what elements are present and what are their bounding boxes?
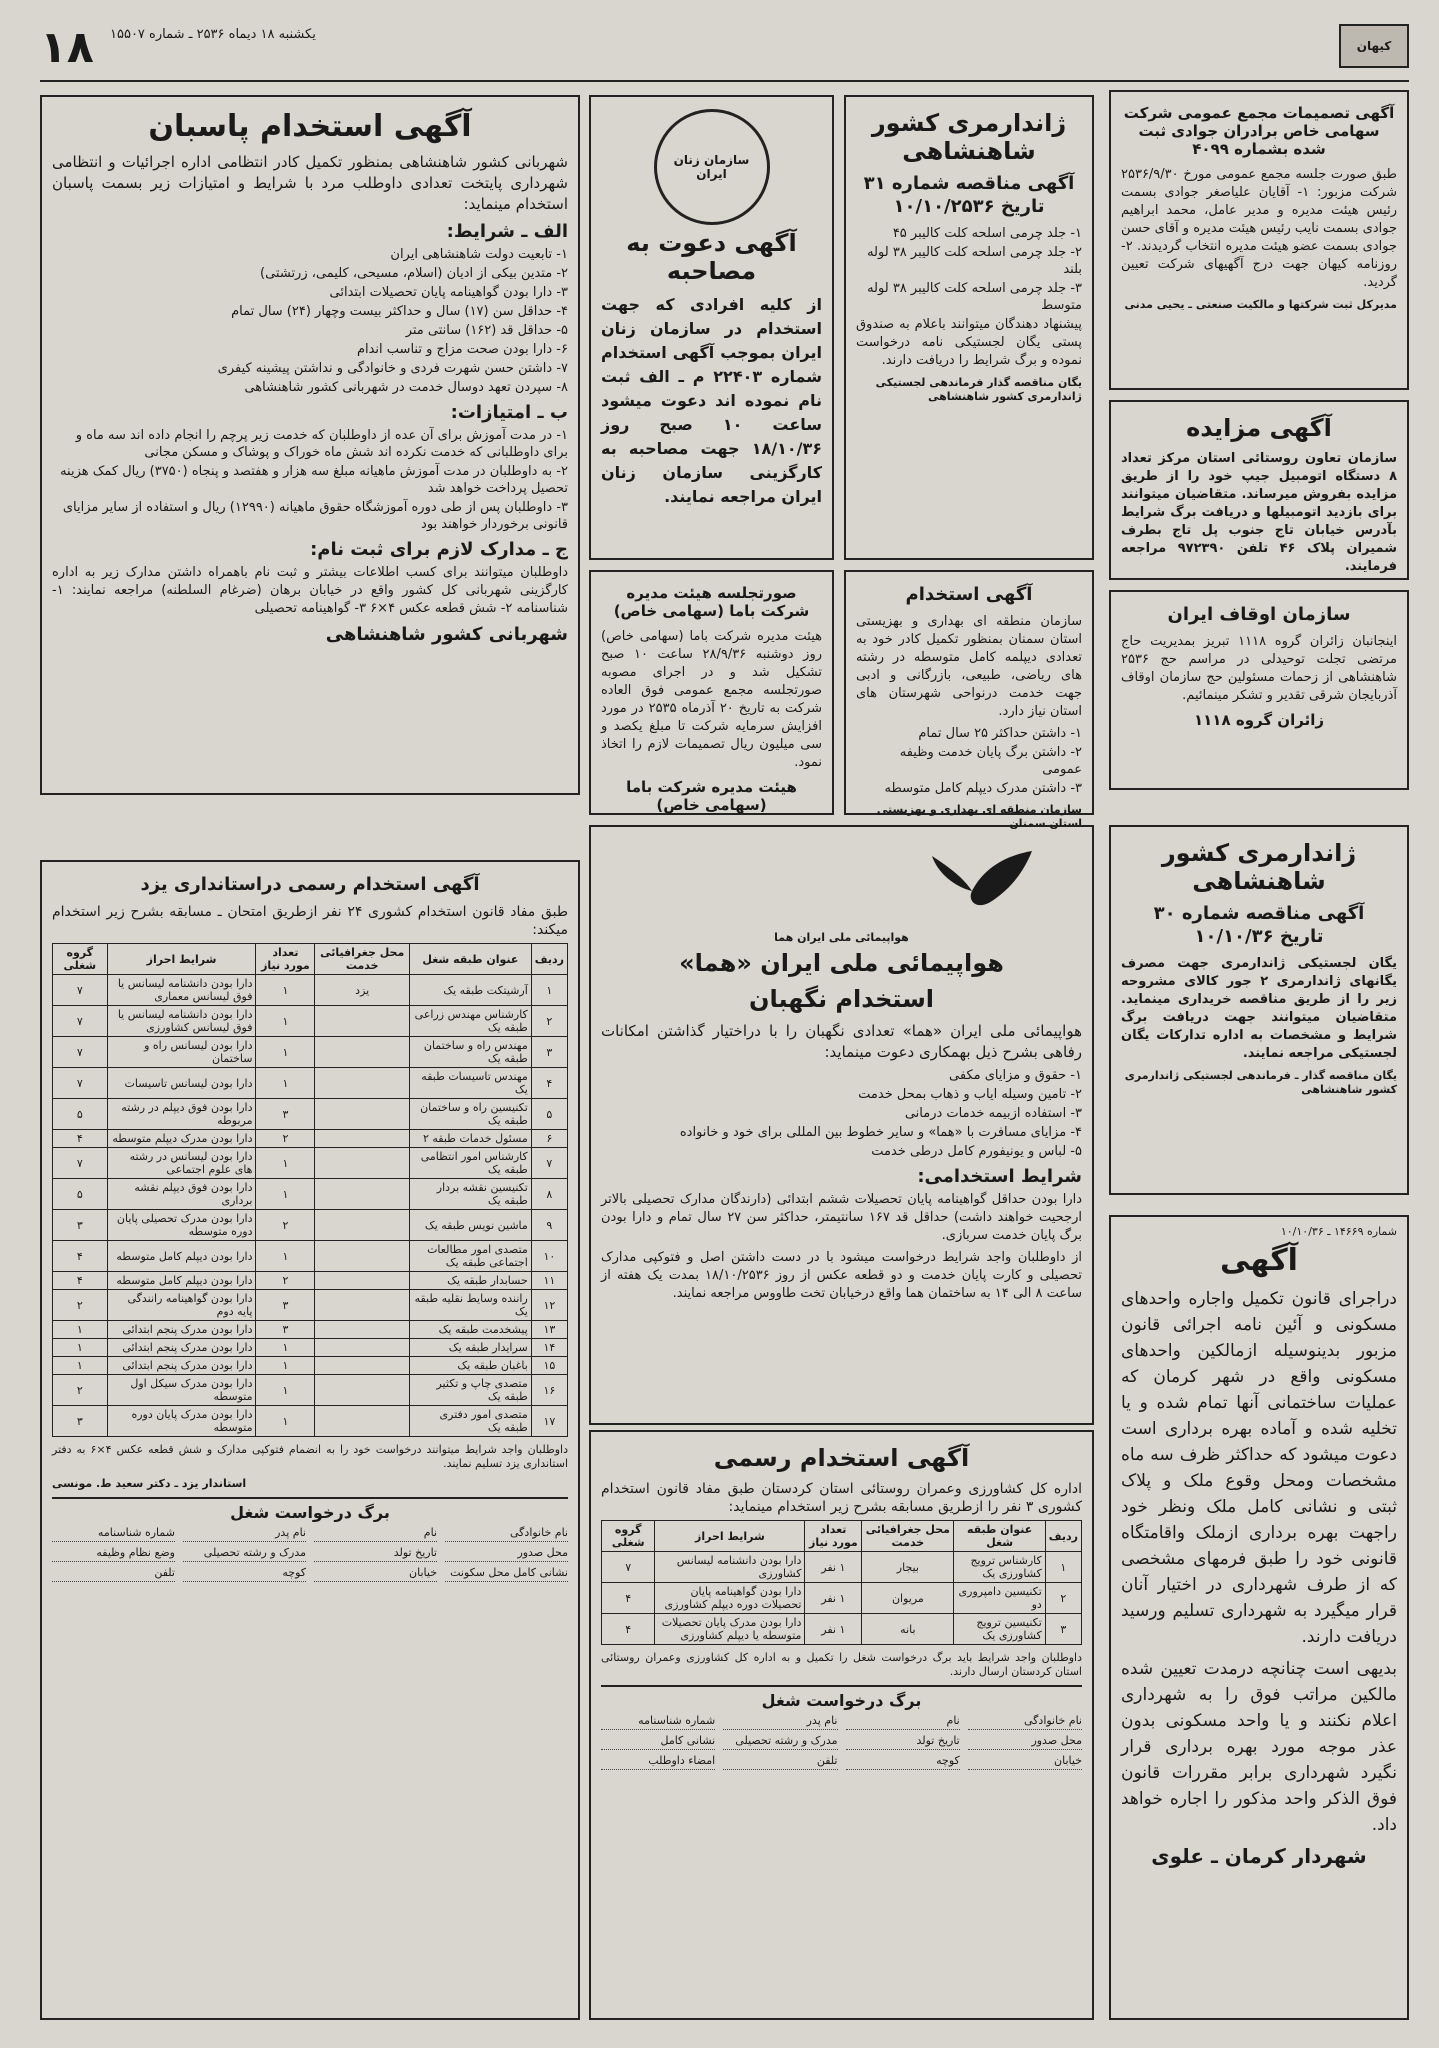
table-cell: ۱ — [256, 1148, 315, 1179]
table-cell — [315, 1037, 410, 1068]
form-field: نام پدر — [183, 1526, 306, 1542]
table-cell: پیشخدمت طبقه یک — [410, 1321, 532, 1339]
table-cell: دارا بودن مدرک تحصیلی پایان دوره متوسطه — [107, 1210, 256, 1241]
table-cell: ۹ — [531, 1210, 567, 1241]
table-cell: مهندس راه و ساختمان طبقه یک — [410, 1037, 532, 1068]
table-cell: دارا بودن دیپلم کامل متوسطه — [107, 1241, 256, 1272]
table-cell: دارا بودن مدرک پایان دوره متوسطه — [107, 1406, 256, 1437]
table-cell: ۸ — [531, 1179, 567, 1210]
table-cell: ۱۷ — [531, 1406, 567, 1437]
table-cell: ۳ — [256, 1099, 315, 1130]
table-cell: ۱ نفر — [805, 1583, 862, 1614]
table-cell: ۱ — [256, 1339, 315, 1357]
table-cell: کارشناس مهندس زراعی طبقه یک — [410, 1006, 532, 1037]
notice-women-org: سازمان زنان ایران آگهی دعوت به مصاحبه از کلیه افرادی که جهت استخدام در سازمان زنان ایران بموجب آگهی استخدام شماره ۲۲۴۰۳ م ـ الف ثبت نام نموده اند دعوت میشود ساعت ۱۰ صبح روز ۱۸/۱۰/۳۶ جهت مصاحبه به کارگزینی سازمان زنان ایران مراجعه نمایند. — [589, 95, 834, 560]
form-field: تلفن — [723, 1754, 837, 1770]
table-cell — [315, 1148, 410, 1179]
table-cell: ۱۳ — [531, 1321, 567, 1339]
table-cell: دارا بودن مدرک پنجم ابتدائی — [107, 1339, 256, 1357]
notice-yazd: آگهی استخدام رسمی دراستانداری یزد طبق مفاد قانون استخدام کشوری ۲۴ نفر ازطریق امتحان ـ مسابقه بشرح زیر استخدام میکند: ردیف عنوان طبقه شغل محل جغرافیائی خدمت تعداد مورد نیاز شرایط احراز گروه شغلی ۱ آرشیتکت طبقه یک یزد ۱ دارا بودن دانشنامه لیسانس یا فوق لیسانس معماری ۷ ۲ کارشناس مهندس زراعی طبقه یک ۱ دارا بودن دانشنامه لیسانس یا فوق لیسانس کشاورزی ۷ ۳ مهندس راه و ساختمان طبقه یک ۱ دارا بودن لیسانس راه و ساختمان ۷ ۴ مهندس تاسیسات طبقه یک ۱ دارا بودن لیسانس تاسیسات ۷ ۵ تکنیسین راه و ساختمان طبقه یک ۳ دارا بودن فوق دیپلم در رشته مربوطه ۵ ۶ مسئول خدمات طبقه ۲ ۲ دارا بودن مدرک دیپلم متوسطه ۴ ۷ کارشناس امور انتظامی طبقه یک ۱ دارا بودن لیسانس در رشته های علوم اجتماعی ۷ ۸ تکنیسین نقشه بردار طبقه یک ۱ دارا بودن فوق دیپلم نقشه برداری ۵ ۹ ماشین نویس طبقه یک ۲ دارا بودن مدرک تحصیلی پایان دوره متوسطه ۳ ۱۰ متصدی امور مطالعات اجتماعی طبقه یک ۱ دارا بودن دیپلم کامل متوسطه ۴ ۱۱ حسابدار طبقه یک ۲ دارا بودن دیپلم کامل متوسطه ۴ ۱۲ راننده وسایط نقلیه طبقه یک ۳ دارا بودن گواهینامه رانندگی پایه دوم ۲ ۱۳ پیشخدمت طبقه یک ۳ دارا بودن مدرک پنجم ابتدائی ۱ ۱۴ سرایدار طبقه یک ۱ دارا بودن مدرک پنجم ابتدائی ۱ ۱۵ باغبان طبقه یک ۱ دارا بودن مدرک پنجم ابتدائی ۱ ۱۶ متصدی چاپ و تکثیر طبقه یک ۱ دارا بودن مدرک سیکل اول متوسطه ۲ ۱۷ متصدی امور دفتری طبقه یک ۱ دارا بودن مدرک پایان دوره متوسطه ۳ داوطلبان واجد شرایط میتوانند درخواست خود را به انضمام فتوکپی مدارک و شش قطعه عکس ۴×۶ به دفتر استانداری یزد تسلیم نمایند. استاندار یزد ـ دکتر سعید ط. مونسی برگ درخواست شغل نام خانوادگی نام نام پدر شماره شناسنامه محل صدور تاریخ تولد مدرک و رشته تحصیلی وضع نظام وظیفه نشانی کامل محل سکونت خیابان کوچه تلفن — [40, 860, 580, 2020]
notice-auction: آگهی مزایده سازمان تعاون روستائی استان مرکز تعداد ۸ دستگاه اتومبیل جیپ خود را از طریق مزایده بفروش میرساند. متقاضیان میتوانند برای بازدید اتومبیلها و دریافت برگ شرایط بآدرس خیابان تاج جنوب پل تاج بطرف شمیران پلاک ۴۶ تلفن ۹۷۲۳۹۰ مراجعه فرمایند. — [1109, 400, 1409, 580]
table-row — [602, 1552, 1082, 1583]
newspaper-logo: کیهان — [1339, 24, 1409, 68]
table-row — [53, 1179, 568, 1210]
yazd-application-form: برگ درخواست شغل نام خانوادگی نام نام پدر شماره شناسنامه محل صدور تاریخ تولد مدرک و رشته تحصیلی وضع نظام وظیفه نشانی کامل محل سکونت خیابان کوچه تلفن — [52, 1497, 568, 1582]
table-cell: آرشیتکت طبقه یک — [410, 975, 532, 1006]
table-cell: ماشین نویس طبقه یک — [410, 1210, 532, 1241]
table-cell: تکنیسین ترویج کشاورزی یک — [954, 1614, 1045, 1645]
table-cell: کارشناس امور انتظامی طبقه یک — [410, 1148, 532, 1179]
table-row — [53, 1272, 568, 1290]
table-cell — [315, 1272, 410, 1290]
table-cell: ۴ — [53, 1272, 108, 1290]
table-row — [53, 1241, 568, 1272]
table-cell: ۷ — [53, 1037, 108, 1068]
form-field: نام — [846, 1714, 960, 1730]
table-row — [53, 1357, 568, 1375]
table-cell: ۱ — [53, 1339, 108, 1357]
table-cell: ۳ — [256, 1321, 315, 1339]
table-cell: ۳ — [1045, 1614, 1081, 1645]
table-cell: ۲ — [53, 1290, 108, 1321]
tender-items: ۱- جلد چرمی اسلحه کلت کالیبر ۴۵ ۲- جلد چرمی اسلحه کلت کالیبر ۳۸ لوله بلند ۳- جلد چرمی اسلحه کلت کالیبر ۳۸ لوله متوسط — [867, 226, 1082, 313]
table-cell — [315, 1321, 410, 1339]
form-field: محل صدور — [968, 1734, 1082, 1750]
table-cell: ۷ — [53, 1068, 108, 1099]
table-cell — [315, 1406, 410, 1437]
homa-bird-logo-icon — [882, 841, 1082, 921]
notice-bama: صورتجلسه هیئت مدیره شرکت باما (سهامی خاص) هیئت مدیره شرکت باما (سهامی خاص) روز دوشنبه ۲۸/۹/۳۶ ساعت ۱۰ صبح تشکیل شد و در اجرای مصوبه صورتجلسه مجمع عمومی فوق العاده شرکت به تاریخ ۲۰ آذرماه ۲۵۳۵ در مورد افزایش سرمایه شرکت تا مبلغ یکصد و سی میلیون ریال تصمیمات لازم را اتخاذ نمود. هیئت مدیره شرکت باما (سهامی خاص) — [589, 570, 834, 815]
table-row — [53, 1290, 568, 1321]
notice-endowment: سازمان اوقاف ایران اینجانبان زائران گروه ۱۱۱۸ تبریز بمدیریت حاج مرتضی تجلت توحیدلی در مراسم حج ۲۵۳۶ شاهنشاهی از زحمات مسئولین حج سازمان اوقاف آذربایجان شرقی تقدیر و تشکر مینمائیم. زائران گروه ۱۱۱۸ — [1109, 590, 1409, 790]
table-cell: ۱ — [1045, 1552, 1081, 1583]
table-cell: دارا بودن مدرک دیپلم متوسطه — [107, 1130, 256, 1148]
table-cell: بانه — [862, 1614, 954, 1645]
notice-gendarmerie-31: ژاندارمری کشور شاهنشاهی آگهی مناقصه شماره ۳۱ تاریخ ۱۰/۱۰/۲۵۳۶ ۱- جلد چرمی اسلحه کلت کالیبر ۴۵ ۲- جلد چرمی اسلحه کلت کالیبر ۳۸ لوله بلند ۳- جلد چرمی اسلحه کلت کالیبر ۳۸ لوله متوسط پیشنهاد دهندگان میتوانند باعلام به صندوق پستی یگان لجستیکی نامه درخواست نموده و برگ شرایط را دریافت دارند. یگان مناقصه گذار فرماندهی لجستیکی ژاندارمری کشور شاهنشاهی — [844, 95, 1094, 560]
table-cell: ۷ — [53, 975, 108, 1006]
table-cell: ۱ — [256, 1406, 315, 1437]
table-row — [53, 1321, 568, 1339]
table-cell: دارا بودن مدرک سیکل اول متوسطه — [107, 1375, 256, 1406]
table-cell — [315, 1375, 410, 1406]
table-cell: تکنیسین دامپروری دو — [954, 1583, 1045, 1614]
table-cell: ۷ — [53, 1148, 108, 1179]
table-cell: ۱۲ — [531, 1290, 567, 1321]
table-cell: ۴ — [53, 1241, 108, 1272]
form-field: محل صدور — [445, 1546, 568, 1562]
table-cell: ۷ — [53, 1006, 108, 1037]
table-cell: دارا بودن فوق دیپلم در رشته مربوطه — [107, 1099, 256, 1130]
form-field: شماره شناسنامه — [601, 1714, 715, 1730]
table-row — [602, 1583, 1082, 1614]
table-cell: ۱ — [256, 1179, 315, 1210]
kurdistan-application-form: برگ درخواست شغل نام خانوادگی نام نام پدر شماره شناسنامه محل صدور تاریخ تولد مدرک و رشته تحصیلی نشانی کامل خیابان کوچه تلفن امضاء داوطلب — [601, 1685, 1082, 1770]
table-cell: ۷ — [531, 1148, 567, 1179]
table-cell: ۱ نفر — [805, 1614, 862, 1645]
table-cell: ۱۶ — [531, 1375, 567, 1406]
table-cell — [315, 1241, 410, 1272]
table-row — [53, 1006, 568, 1037]
table-cell: مریوان — [862, 1583, 954, 1614]
table-cell: ۲ — [53, 1375, 108, 1406]
table-row — [53, 975, 568, 1006]
notice-gendarmerie-30: ژاندارمری کشور شاهنشاهی آگهی مناقصه شماره ۳۰ تاریخ ۱۰/۱۰/۳۶ یگان لجستیکی ژاندارمری جهت مصرف یگانهای ژاندارمری ۲ جور کالای مشروحه زیر را از طریق مناقصه خریداری مینماید. متقاضیان میتوانند جهت دریافت برگ شرایط و مشخصات به اداره تدارکات یگان لجستیکی مراجعه نمایند. یگان مناقصه گذار ـ فرماندهی لجستیکی ژاندارمری کشور شاهنشاهی — [1109, 825, 1409, 1195]
page-number: ۱۸ — [40, 22, 94, 73]
form-field: نام خانوادگی — [968, 1714, 1082, 1730]
table-cell — [315, 1006, 410, 1037]
table-cell: ۱۵ — [531, 1357, 567, 1375]
table-cell: ۳ — [53, 1406, 108, 1437]
table-cell: دارا بودن گواهینامه پایان تحصیلات دوره دیپلم کشاورزی — [655, 1583, 805, 1614]
form-field: نشانی کامل محل سکونت — [445, 1566, 568, 1582]
table-cell: دارا بودن گواهینامه رانندگی پایه دوم — [107, 1290, 256, 1321]
table-cell: ۳ — [53, 1210, 108, 1241]
table-cell: دارا بودن لیسانس تاسیسات — [107, 1068, 256, 1099]
table-cell: ۵ — [53, 1179, 108, 1210]
table-cell: دارا بودن دانشنامه لیسانس یا فوق لیسانس کشاورزی — [107, 1006, 256, 1037]
table-cell: ۴ — [53, 1130, 108, 1148]
form-field: تاریخ تولد — [846, 1734, 960, 1750]
form-field: خیابان — [314, 1566, 437, 1582]
table-cell: ۲ — [256, 1130, 315, 1148]
table-row — [53, 1406, 568, 1437]
table-cell: راننده وسایط نقلیه طبقه یک — [410, 1290, 532, 1321]
table-cell — [315, 1357, 410, 1375]
notice-homa: هواپیمائی ملی ایران هما هواپیمائی ملی ایران «هما» استخدام نگهبان هواپیمائی ملی ایران «هما» تعدادی نگهبان را با دراختیار گذاشتن امکانات رفاهی بشرح ذیل بهمکاری دعوت مینماید: ۱- حقوق و مزایای مکفی ۲- تامین وسیله ایاب و ذهاب بمحل خدمت ۳- استفاده ازبیمه خدمات درمانی ۴- مزایای مسافرت با «هما» و سایر خطوط بین المللی برای خود و خانواده ۵- لباس و یونیفورم کامل درطی خدمت شرایط استخدامی: دارا بودن حداقل گواهینامه پایان تحصیلات ششم ابتدائی (دارندگان مدارک تحصیلی بالاتر ارجحیت خواهند داشت) حداقل قد ۱۶۷ سانتیمتر، حداکثر سن ۲۷ سال تمام و دارا بودن برگ پایان خدمت سربازی. از داوطلبان واجد شرایط درخواست میشود با در دست داشتن اصل و فتوکپی مدارک تحصیلی و کارت پایان خدمت و دو قطعه عکس از روز ۱۸/۱۰/۲۵۳۶ بمدت یک هفته از ساعت ۸ الی ۱۴ به ساختمان هما واقع درخیابان تخت طاووس مراجعه نمایند. — [589, 825, 1094, 1425]
table-cell: مهندس تاسیسات طبقه یک — [410, 1068, 532, 1099]
table-cell: متصدی امور مطالعات اجتماعی طبقه یک — [410, 1241, 532, 1272]
table-cell: ۲ — [531, 1006, 567, 1037]
form-field: تلفن — [52, 1566, 175, 1582]
table-cell: ۲ — [1045, 1583, 1081, 1614]
table-cell: ۱۰ — [531, 1241, 567, 1272]
form-field: خیابان — [968, 1754, 1082, 1770]
table-cell: مسئول خدمات طبقه ۲ — [410, 1130, 532, 1148]
table-cell: ۶ — [531, 1130, 567, 1148]
form-field: نام خانوادگی — [445, 1526, 568, 1542]
form-field: نام پدر — [723, 1714, 837, 1730]
table-cell: دارا بودن دیپلم کامل متوسطه — [107, 1272, 256, 1290]
table-cell: ۴ — [602, 1614, 655, 1645]
table-cell: ۳ — [531, 1037, 567, 1068]
table-cell: کارشناس ترویج کشاورزی یک — [954, 1552, 1045, 1583]
date-line: یکشنبه ۱۸ دیماه ۲۵۳۶ ـ شماره ۱۵۵۰۷ — [110, 27, 316, 42]
notice-semnan: آگهی استخدام سازمان منطقه ای بهداری و بهزیستی استان سمنان بمنظور تکمیل کادر خود به تعدادی دیپلمه کامل متوسطه در رشته های ریاضی، طبیعی، بازرگانی و ادبی جهت خدمت درنواحی شهرستان های استان نیاز دارد. ۱- داشتن حداکثر ۲۵ سال تمام ۲- داشتن برگ پایان خدمت وظیفه عمومی ۳- داشتن مدرک دیپلم کامل متوسطه سازمان منطقه ای بهداری و بهزیستی استان سمنان — [844, 570, 1094, 815]
table-cell — [315, 1210, 410, 1241]
table-cell: ۴ — [531, 1068, 567, 1099]
table-cell — [315, 1290, 410, 1321]
table-row — [53, 1210, 568, 1241]
form-field: کوچه — [846, 1754, 960, 1770]
table-cell: ۱ — [256, 975, 315, 1006]
table-cell: دارا بودن لیسانس راه و ساختمان — [107, 1037, 256, 1068]
table-cell: تکنیسین نقشه بردار طبقه یک — [410, 1179, 532, 1210]
table-cell: متصدی چاپ و تکثیر طبقه یک — [410, 1375, 532, 1406]
notice-javadi: آگهی تصمیمات مجمع عمومی شرکت سهامی خاص برادران جوادی ثبت شده بشماره ۴۰۹۹ طبق صورت جلسه مجمع عمومی مورخ ۲۵۳۶/۹/۳۰ شرکت مزبور: ۱- آقایان علیاصغر جوادی بسمت رئیس هیئت مدیره و مدیر عامل، محمد ابراهیم جوادی بسمت نایب رئیس هیئت مدیره و آقای حسن جوادی بسمت عضو هیئت مدیره انتخاب گردیدند. ۲- روزنامه کیهان جهت درج آگهیهای شرکت تعیین گردید. مدیرکل ثبت شرکتها و مالکیت صنعتی ـ یحیی مدنی — [1109, 90, 1409, 390]
table-cell: دارا بودن دانشنامه لیسانس کشاورزی — [655, 1552, 805, 1583]
table-cell: دارا بودن فوق دیپلم نقشه برداری — [107, 1179, 256, 1210]
notice-kurdistan: آگهی استخدام رسمی اداره کل کشاورزی وعمران روستائی استان کردستان طبق مفاد قانون استخدام کشوری ۳ نفر را ازطریق مسابقه بشرح زیر استخدام مینماید: ردیف عنوان طبقه شغل محل جغرافیائی خدمت تعداد مورد نیاز شرایط احراز گروه شغلی ۱ کارشناس ترویج کشاورزی یک بیجار ۱ نفر دارا بودن دانشنامه لیسانس کشاورزی ۷ ۲ تکنیسین دامپروری دو مریوان ۱ نفر دارا بودن گواهینامه پایان تحصیلات دوره دیپلم کشاورزی ۴ ۳ تکنیسین ترویج کشاورزی یک بانه ۱ نفر دارا بودن مدرک پایان تحصیلات متوسطه یا دیپلم کشاورزی ۴ داوطلبان واجد شرایط باید برگ درخواست شغل را تکمیل و به اداره کل کشاورزی وعمران روستائی استان کردستان ارسال دارند. برگ درخواست شغل نام خانوادگی نام نام پدر شماره شناسنامه محل صدور تاریخ تولد مدرک و رشته تحصیلی نشانی کامل خیابان کوچه تلفن امضاء داوطلب — [589, 1430, 1094, 2020]
form-field: امضاء داوطلب — [601, 1754, 715, 1770]
notice-kerman: شماره ۱۴۶۶۹ ـ ۱۰/۱۰/۳۶ آگهی دراجرای قانون تکمیل واجاره واحدهای مسکونی و آئین نامه اجرائی قانون مزبور بدینوسیله ازمالکین واحدهای مسکونی واقع در شهر کرمان که عملیات ساختمانی آنها تمام شده و یا تخلیه شده و آماده بهره برداری است دعوت میشود که حداکثر ظرف سه ماه مشخصات ومحل وقوع ملک و پلاک ثبتی و نشانی کامل ملک ونظر خود راجهت بهره برداری ازملک واقامتگاه قانونی خود را طبق فرمهای مشخصی که از طرف شهرداری در اختیار آنان قرار میگیرد به شهرداری تسلیم ورسید دریافت دارند. بدیهی است چنانچه درمدت تعیین شده مالکین مراتب فوق را به شهرداری اعلام نکنند و یا واحد مسکونی بدون عذر موجه مورد بهره برداری قرار نگیرد شهرداری برابر مقررات قانون فوق الذکر واحد مذکور را اجاره خواهد داد. شهردار کرمان ـ علوی — [1109, 1215, 1409, 2020]
table-cell: ۷ — [602, 1552, 655, 1583]
table-cell: ۵ — [531, 1099, 567, 1130]
form-field: مدرک و رشته تحصیلی — [183, 1546, 306, 1562]
form-field: نام — [314, 1526, 437, 1542]
table-cell: دارا بودن لیسانس در رشته های علوم اجتماعی — [107, 1148, 256, 1179]
table-cell: حسابدار طبقه یک — [410, 1272, 532, 1290]
form-field: شماره شناسنامه — [52, 1526, 175, 1542]
table-cell: ۲ — [256, 1210, 315, 1241]
table-cell — [315, 1179, 410, 1210]
table-cell: ۱ نفر — [805, 1552, 862, 1583]
table-cell — [315, 1130, 410, 1148]
table-cell: ۱ — [531, 975, 567, 1006]
table-cell: ۱ — [256, 1375, 315, 1406]
table-cell: دارا بودن مدرک پنجم ابتدائی — [107, 1321, 256, 1339]
form-field: کوچه — [183, 1566, 306, 1582]
kurdistan-jobs-table: ردیف عنوان طبقه شغل محل جغرافیائی خدمت تعداد مورد نیاز شرایط احراز گروه شغلی ۱ کارشناس ترویج کشاورزی یک بیجار ۱ نفر دارا بودن دانشنامه لیسانس کشاورزی ۷ ۲ تکنیسین دامپروری دو مریوان ۱ نفر دارا بودن گواهینامه پایان تحصیلات دوره دیپلم کشاورزی ۴ ۳ تکنیسین ترویج کشاورزی یک بانه ۱ نفر دارا بودن مدرک پایان تحصیلات متوسطه یا دیپلم کشاورزی ۴ — [601, 1520, 1082, 1645]
table-cell: دارا بودن مدرک پایان تحصیلات متوسطه یا دیپلم کشاورزی — [655, 1614, 805, 1645]
table-cell: ۴ — [602, 1583, 655, 1614]
table-cell — [315, 1068, 410, 1099]
form-field: وضع نظام وظیفه — [52, 1546, 175, 1562]
table-cell: باغبان طبقه یک — [410, 1357, 532, 1375]
table-cell: ۲ — [256, 1272, 315, 1290]
table-cell: ۱۴ — [531, 1339, 567, 1357]
table-cell: ۳ — [256, 1290, 315, 1321]
table-row — [53, 1099, 568, 1130]
table-row — [53, 1375, 568, 1406]
form-field: تاریخ تولد — [314, 1546, 437, 1562]
table-row — [53, 1130, 568, 1148]
table-cell: ۱ — [256, 1357, 315, 1375]
table-cell: ۵ — [53, 1099, 108, 1130]
table-cell: تکنیسین راه و ساختمان طبقه یک — [410, 1099, 532, 1130]
table-cell: ۱ — [53, 1321, 108, 1339]
table-cell: دارا بودن دانشنامه لیسانس یا فوق لیسانس معماری — [107, 975, 256, 1006]
page-header — [40, 20, 1409, 82]
table-cell — [315, 1339, 410, 1357]
table-cell — [315, 1099, 410, 1130]
table-row — [53, 1037, 568, 1068]
table-cell: ۱ — [256, 1037, 315, 1068]
table-row — [53, 1339, 568, 1357]
table-cell: سرایدار طبقه یک — [410, 1339, 532, 1357]
notice-guards: آگهی استخدام پاسبان شهربانی کشور شاهنشاهی بمنظور تکمیل کادر انتظامی اداره اجرائیات و انتظامی شهرداری پایتخت تعدادی داوطلب مرد با شرایط و امتیازات زیر بسمت پاسبان استخدام مینماید: الف ـ شرایط: ۱- تابعیت دولت شاهنشاهی ایران ۲- متدین بیکی از ادیان (اسلام، مسیحی، کلیمی، زرتشتی) ۳- دارا بودن گواهینامه پایان تحصیلات ابتدائی ۴- حداقل سن (۱۷) سال و حداکثر بیست وچهار (۲۴) سال تمام ۵- حداقل قد (۱۶۲) سانتی متر ۶- دارا بودن صحت مزاج و تناسب اندام ۷- داشتن حسن شهرت فردی و خانوادگی و نداشتن پیشینه کیفری ۸- سپردن تعهد دوسال خدمت در شهربانی کشور شاهنشاهی ب ـ امتیازات: ۱- در مدت آموزش برای آن عده از داوطلبان که خدمت زیر پرچم را انجام داده اند سه ماه و برای داوطلبانی که خدمت نکرده اند شش ماه خوراک و پوشاک و مسکن مجانی ۲- به داوطلبان در مدت آموزش ماهیانه مبلغ سه هزار و هفتصد و پنجاه (۳۷۵۰) ریال کمک هزینه تحصیل پرداخت خواهد شد ۳- داوطلبان پس از طی دوره آموزشگاه حقوق ماهیانه (۱۲۹۹۰) ریال و استفاده از سایر مزایای قانونی برخوردار خواهند بود ج ـ مدارک لازم برای ثبت نام: داوطلبان میتوانند برای کسب اطلاعات بیشتر و ثبت نام باهمراه داشتن مدارک زیر به اداره کارگزینی شهربانی کل کشور واقع در خیابان برهان (ضرغام السلطنه) مراجعه نمایند: ۱- شناسنامه ۲- شش قطعه عکس ۴×۶ ۳- گواهینامه تحصیلی شهربانی کشور شاهنشاهی — [40, 95, 580, 795]
yazd-jobs-table: ردیف عنوان طبقه شغل محل جغرافیائی خدمت تعداد مورد نیاز شرایط احراز گروه شغلی ۱ آرشیتکت طبقه یک یزد ۱ دارا بودن دانشنامه لیسانس یا فوق لیسانس معماری ۷ ۲ کارشناس مهندس زراعی طبقه یک ۱ دارا بودن دانشنامه لیسانس یا فوق لیسانس کشاورزی ۷ ۳ مهندس راه و ساختمان طبقه یک ۱ دارا بودن لیسانس راه و ساختمان ۷ ۴ مهندس تاسیسات طبقه یک ۱ دارا بودن لیسانس تاسیسات ۷ ۵ تکنیسین راه و ساختمان طبقه یک ۳ دارا بودن فوق دیپلم در رشته مربوطه ۵ ۶ مسئول خدمات طبقه ۲ ۲ دارا بودن مدرک دیپلم متوسطه ۴ ۷ کارشناس امور انتظامی طبقه یک ۱ دارا بودن لیسانس در رشته های علوم اجتماعی ۷ ۸ تکنیسین نقشه بردار طبقه یک ۱ دارا بودن فوق دیپلم نقشه برداری ۵ ۹ ماشین نویس طبقه یک ۲ دارا بودن مدرک تحصیلی پایان دوره متوسطه ۳ ۱۰ متصدی امور مطالعات اجتماعی طبقه یک ۱ دارا بودن دیپلم کامل متوسطه ۴ ۱۱ حسابدار طبقه یک ۲ دارا بودن دیپلم کامل متوسطه ۴ ۱۲ راننده وسایط نقلیه طبقه یک ۳ دارا بودن گواهینامه رانندگی پایه دوم ۲ ۱۳ پیشخدمت طبقه یک ۳ دارا بودن مدرک پنجم ابتدائی ۱ ۱۴ سرایدار طبقه یک ۱ دارا بودن مدرک پنجم ابتدائی ۱ ۱۵ باغبان طبقه یک ۱ دارا بودن مدرک پنجم ابتدائی ۱ ۱۶ متصدی چاپ و تکثیر طبقه یک ۱ دارا بودن مدرک سیکل اول متوسطه ۲ ۱۷ متصدی امور دفتری طبقه یک ۱ دارا بودن مدرک پایان دوره متوسطه ۳ — [52, 943, 568, 1437]
table-cell: ۱۱ — [531, 1272, 567, 1290]
table-cell: ۱ — [256, 1006, 315, 1037]
table-row — [53, 1148, 568, 1179]
table-cell: ۱ — [256, 1241, 315, 1272]
table-cell: ۱ — [256, 1068, 315, 1099]
women-org-emblem: سازمان زنان ایران — [654, 109, 770, 225]
table-cell: یزد — [315, 975, 410, 1006]
table-cell: ۱ — [53, 1357, 108, 1375]
table-row — [53, 1068, 568, 1099]
form-field: نشانی کامل — [601, 1734, 715, 1750]
table-cell: متصدی امور دفتری طبقه یک — [410, 1406, 532, 1437]
table-row — [602, 1614, 1082, 1645]
table-cell: بیجار — [862, 1552, 954, 1583]
table-cell: دارا بودن مدرک پنجم ابتدائی — [107, 1357, 256, 1375]
form-field: مدرک و رشته تحصیلی — [723, 1734, 837, 1750]
